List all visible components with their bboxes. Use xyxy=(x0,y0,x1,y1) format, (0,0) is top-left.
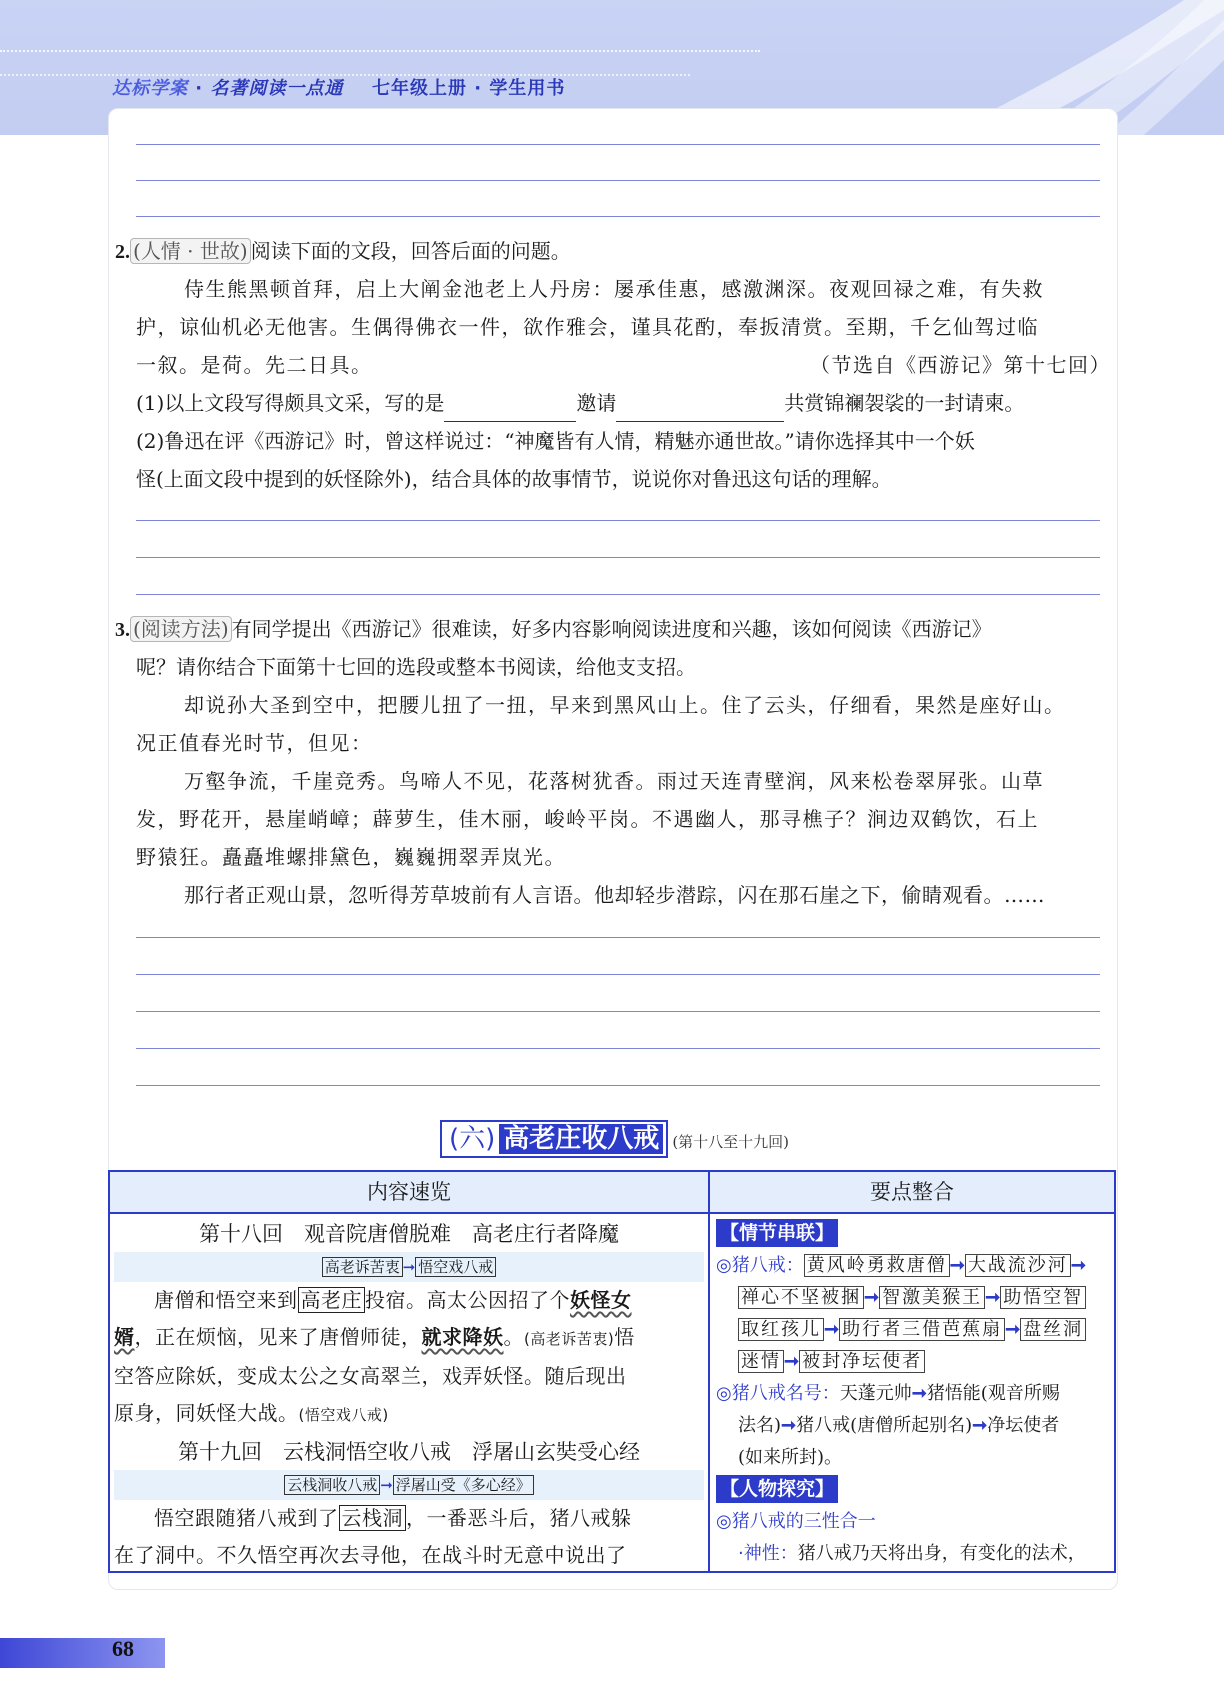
question-tag: (阅读方法) xyxy=(130,616,232,642)
passage-source: （节选自《西游记》第十七回） xyxy=(810,353,1111,377)
series-name: 名著阅读一点通 xyxy=(210,78,344,99)
chapter-18-text: 唐僧和悟空来到 高老庄 投宿。高太公因招了个妖怪女 婿，正在烦恼，见来了唐僧师徒，就求降妖。(高老诉苦衷)悟 空答应除妖，变成太公之女高翠兰，戏弄妖怪。随后现出 原身，同妖怪大战。(悟空戏八戒) xyxy=(114,1288,635,1425)
question-3-prompt: 呢？请你结合下面第十七回的选段或整本书阅读，给他支支招。 xyxy=(136,655,696,679)
subquestion-2: (2)鲁迅在评《西游记》时，曾这样说过：“神魔皆有人情，精魅亦通世故。”请你选择其中一个妖 xyxy=(136,429,975,453)
section-title xyxy=(440,1120,789,1158)
chapter-18-summary xyxy=(114,1216,704,1574)
letter-passage: 侍生熊黑顿首拜，启上大阐金池老上人丹房：屡承佳惠，感激渊深。夜观回禄之难，有失救 xyxy=(184,277,1044,301)
names-list: ◎猪八戒名号：天蓬元帅➞猪悟能(观音所赐 法名)➞猪八戒(唐僧所起别名)➞净坛使者 (如来所封)。 xyxy=(716,1383,1060,1468)
excerpt-passage: 那行者正观山景，忽听得芳草坡前有人言语。他却轻步潜踪，闪在那石崖之下，偷睛观看。…… xyxy=(184,883,1045,907)
column-header-overview: 内容速览 xyxy=(110,1172,708,1214)
chapter-19-plot-bar: 云栈洞收八戒 ➞ 浮屠山受《多心经》 xyxy=(114,1470,704,1500)
answer-line xyxy=(136,180,1100,181)
answer-line xyxy=(136,974,1100,975)
chapter-19-title: 第十九回 云栈洞悟空收八戒 浮屠山玄奘受心经 xyxy=(178,1440,640,1464)
answer-line xyxy=(136,557,1100,558)
excerpt-passage: 况正值春光时节，但见： xyxy=(136,731,373,755)
book-title: 达标学案 · 名著阅读一点通 七年级上册 · 学生用书 xyxy=(112,78,566,99)
answer-line xyxy=(136,216,1100,217)
column-header-key-points: 要点整合 xyxy=(710,1172,1114,1214)
answer-line xyxy=(136,1011,1100,1012)
arrow-icon: ➞ xyxy=(380,1476,393,1494)
answer-line xyxy=(136,1085,1100,1086)
question-3-prompt: 3. (阅读方法) 有同学提出《西游记》很难读，好多内容影响阅读进度和兴趣，该如何阅读《西游记》 xyxy=(115,617,992,641)
fill-blank[interactable] xyxy=(616,399,784,422)
character-study-heading: 【人物探究】 xyxy=(716,1475,838,1503)
excerpt-passage: 发，野花开，悬崖峭嶂；薜萝生，佳木丽，峻岭平岗。不遇幽人，那寻樵子？涧边双鹤饮，石上 xyxy=(136,807,1039,831)
book-grade: 七年级上册 · 学生用书 xyxy=(371,78,566,99)
three-natures-title: ◎猪八戒的三性合一 xyxy=(716,1511,876,1532)
plot-chain-heading: 【情节串联】 xyxy=(716,1219,838,1247)
letter-passage: 一叙。是荷。先二日具。 （节选自《西游记》第十七回） xyxy=(136,346,1111,384)
answer-line xyxy=(136,594,1100,595)
chapter-18-title: 第十八回 观音院唐僧脱难 高老庄行者降魔 xyxy=(199,1222,619,1246)
section-title-box: (六) 高老庄收八戒 xyxy=(440,1120,668,1158)
summary-table xyxy=(108,1170,1116,1573)
column-divider xyxy=(708,1172,710,1571)
excerpt-passage: 野猿狂。矗矗堆螺排黛色，巍巍拥翠弄岚光。 xyxy=(136,845,566,869)
letter-passage: 护，谅仙机必无他害。生偶得佛衣一件，欲作雅会，谨具花酌，奉扳清赏。至期，千乞仙驾过临 xyxy=(136,315,1039,339)
subquestion-2: 怪(上面文段中提到的妖怪除外)，结合具体的故事情节，说说你对鲁迅这句话的理解。 xyxy=(136,467,892,491)
answer-line xyxy=(136,520,1100,521)
question-2-prompt: 2. (人情 · 世故) 阅读下面的文段，回答后面的问题。 xyxy=(115,239,571,263)
series-logo: 达标学案 xyxy=(112,78,188,99)
page-number-bar xyxy=(0,1638,165,1668)
question-tag: (人情 · 世故) xyxy=(130,238,251,264)
excerpt-passage: 却说孙大圣到空中，把腰儿扭了一扭，早来到黑风山上。住了云头，仔细看，果然是座好山。 xyxy=(184,693,1066,717)
key-points-column xyxy=(716,1218,1111,1570)
plot-chain: ◎猪八戒： 黄风岭勇救唐僧 ➞ 大战流沙河 ➞ 禅心不坚被捆 ➞ 智激美猴王 ➞ 助悟空智 取红孩儿 ➞ 助行者三借芭蕉扇 ➞ 盘丝洞 迷情 ➞ 被封净坛使者 xyxy=(716,1255,1086,1372)
answer-line xyxy=(136,1048,1100,1049)
divinity-note: ·神性：猪八戒乃天将出身，有变化的法术， xyxy=(738,1543,1086,1564)
arrow-icon: ➞ xyxy=(402,1258,416,1276)
chapter-19-text: 悟空跟随猪八戒到了 云栈洞 ，一番恶斗后，猪八戒躲 在了洞中。不久悟空再次去寻他，在战斗时无意中说出了 xyxy=(114,1506,632,1567)
header-dotted-line xyxy=(0,50,760,52)
fill-blank[interactable] xyxy=(444,399,576,422)
chapter-18-plot-bar: 高老诉苦衷 ➞ 悟空戏八戒 xyxy=(114,1252,704,1282)
answer-line xyxy=(136,937,1100,938)
subquestion-1: (1)以上文段写得颇具文采，写的是 邀请 共赏锦襕袈裟的一封请柬。 xyxy=(136,384,1111,422)
answer-line xyxy=(136,144,1100,145)
page-number: 68 xyxy=(112,1636,134,1661)
section-chapters: (第十八至十九回) xyxy=(672,1133,790,1151)
excerpt-passage: 万壑争流，千崖竞秀。鸟啼人不见，花落树犹香。雨过天连青壁润，风来松卷翠屏张。山草 xyxy=(184,769,1044,793)
